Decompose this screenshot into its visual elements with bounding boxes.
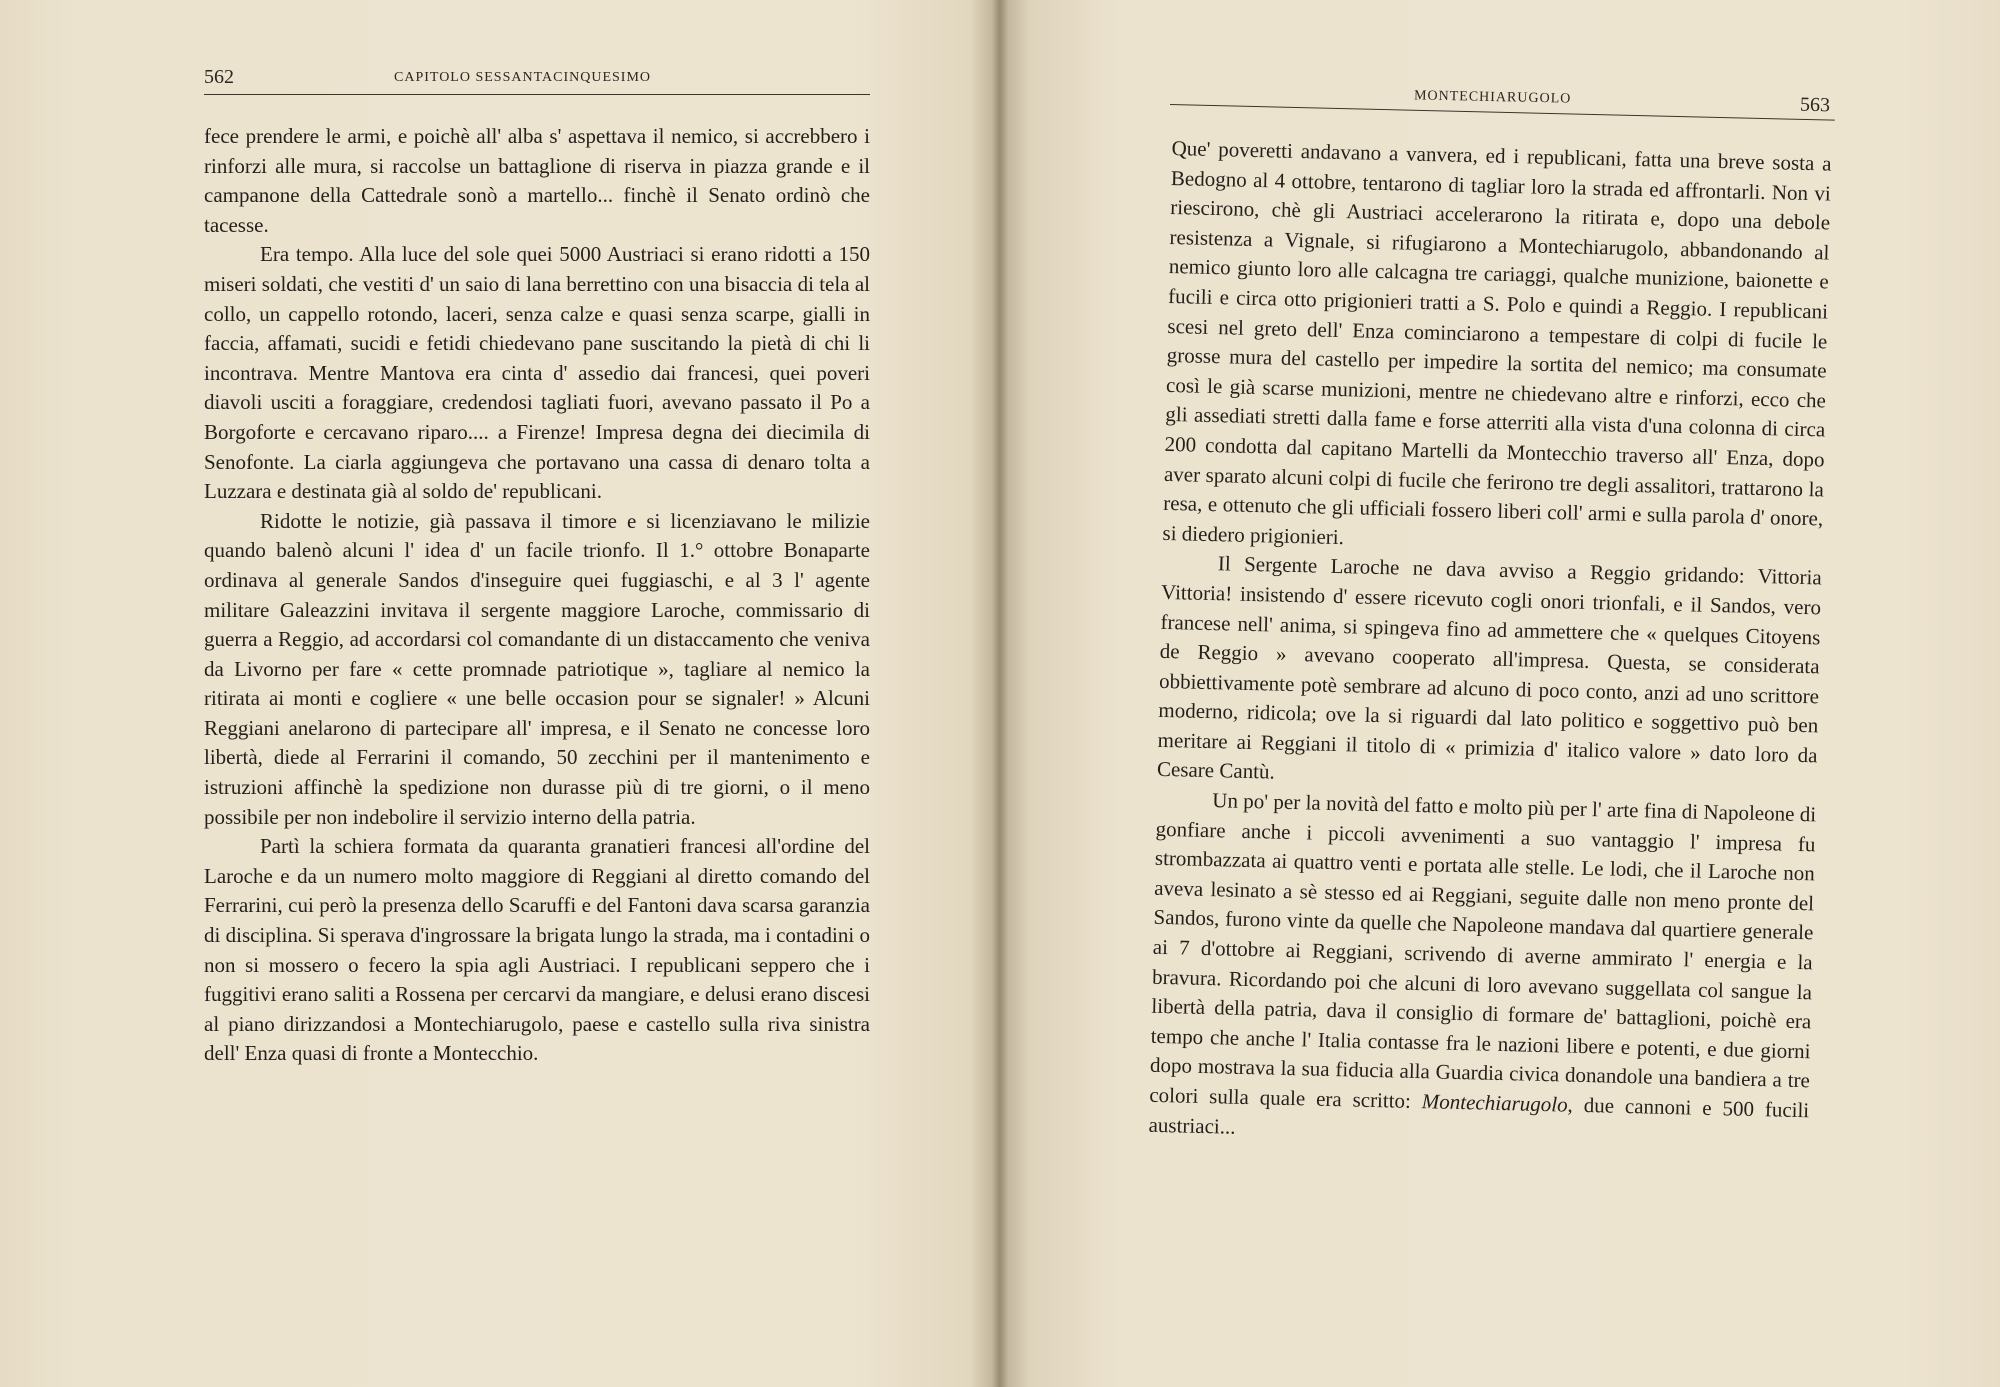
book-gutter bbox=[992, 0, 1008, 1387]
italic-place-name: Montechiarugolo bbox=[1421, 1089, 1568, 1117]
paragraph: fece prendere le armi, e poichè all' alba s' aspettava il nemico, si accrebbero i rinforzi alle mura, si raccolse un battaglione di riserva in piazza grande e il campanone della Cattedrale sonò a martello... finchè il Senato ordinò che tacesse. bbox=[204, 124, 870, 237]
paragraph-text: Un po' per la novità del fatto e molto più per l' arte fina di Napoleone di gonfiare anche i piccoli avvenimenti a suo vantaggio l' impresa fu strombazzata ai quattro venti e portata alle stelle. Le lodi, che il Laroche non aveva lesinato a sè stesso ed ai Reggiani, seguite dalle non meno pronte del Sandos, furono vinte da quelle che Napoleone mandava dal quartiere generale ai 7 d'ottobre ai Reggiani, scrivendo di averne ammirato l' energia e la bravura. Ricordando poi che alcuni di loro avevano suggellata col sangue la libertà della patria, dava il consiglio di formare de' battaglioni, poichè era tempo che anche l' Italia contasse fra le nazioni libere e potenti, e due giorni dopo mostrava la sua fiducia alla Guardia civica donandole una bandiera a tre colori sulla quale era scritto: bbox=[1149, 788, 1817, 1113]
left-page-number: 562 bbox=[204, 66, 234, 88]
right-page-number: 563 bbox=[1799, 93, 1831, 117]
left-running-head: CAPITOLO SESSANTACINQUESIMO bbox=[394, 70, 652, 85]
paragraph: Il Sergente Laroche ne dava avviso a Reggio gridando: Vittoria Vittoria! insistendo d' essere ricevuto cogli onori trionfali, e il Sandos, vero francese nell' anima, si spingeva fino ad ammettere che « quelques Citoyens de Reggio » avevano cooperato all'impresa. Questa, se considerata obbiettivamente potè sembrare ad alcuno di poco conto, anzi ad uno scrittore moderno, ridicola; ove la si riguardi dal lato politico e soggettivo può ben meritare ai Reggiani il titolo di « primizia d' italico valore » dato loro da Cesare Cantù. bbox=[1156, 551, 1823, 785]
right-page bbox=[1000, 0, 2000, 1387]
left-head-rule bbox=[204, 94, 870, 95]
paragraph: Ridotte le notizie, già passava il timore e si licenziavano le milizie quando balenò alcuni l' idea d' un facile trionfo. Il 1.° ottobre Bonaparte ordinava al generale Sandos d'inseguire quei fuggiaschi, e al 3 l' agente militare Galeazzini invitava il sergente maggiore Laroche, commissario di guerra a Reggio, ad accordarsi col comandante di un distaccamento che veniva da Livorno per fare « cette promnade patriotique », tagliare al nemico la ritirata ai monti e cogliere « une belle occasion pour se signaler! » Alcuni Reggiani anelarono di partecipare all' impresa, e il Senato ne concesse loro libertà, diede al Ferrarini il comando, 50 zecchini per il mantenimento e istruzioni affinchè la spedizione non durasse più di tre giorni, o il meno possibile per non indebolire il servizio interno della patria. bbox=[204, 508, 870, 829]
paragraph: Era tempo. Alla luce del sole quei 5000 Austriaci si erano ridotti a 150 miseri soldati, che vestiti d' un saio di lana berrettino con una bisaccia di tela al collo, un cappello rotondo, laceri, senza calze e quasi senza scarpe, gialli in faccia, affamati, sucidi e fetidi chiedevano pane suscitando la pietà di chi li incontrava. Mentre Mantova era cinta d' assedio dai francesi, quei poveri diavoli usciti a foraggiare, credendosi tagliati fuori, avevano passato il Po a Borgoforte e cercavano riparo.... a Firenze! Impresa degna dei diecimila di Senofonte. La ciarla aggiungeva che portavano una cassa di denaro tolta a Luzzara e destinata già al soldo de' republicani. bbox=[204, 242, 870, 504]
paragraph: Partì la schiera formata da quaranta granatieri francesi all'ordine del Laroche e da un numero molto maggiore di Reggiani al diretto comando del Ferrarini, cui però la presenza dello Scaruffi e del Fantoni dava scarsa garanzia di disciplina. Si sperava d'ingrossare la brigata lungo la strada, ma i contadini o non si mossero o fecero la spia agli Austriaci. I republicani seppero che i fuggitivi erano saliti a Rossena per cercarvi da mangiare, e delusi erano discesi al piano dirizzandosi a Montechiarugolo, paese e castello sulla riva sinistra dell' Enza quasi di fronte a Montecchio. bbox=[204, 834, 870, 1066]
right-body-text bbox=[1148, 134, 1832, 1155]
paragraph-ending: , due cannoni e 500 fucili austriaci... bbox=[1148, 1092, 1810, 1139]
right-running-head: MONTECHIARUGOLO bbox=[1413, 88, 1572, 107]
paragraph: Que' poveretti andavano a vanvera, ed i republicani, fatta una breve sosta a Bedogno al 4 ottobre, tentarono di tagliar loro la strada ed affrontarli. Non vi riescirono, chè gli Austriaci accelerarono la ritirata e, dopo una debole resistenza a Vignale, si rifugiarono a Montechiarugolo, abbandonando al nemico giunto loro alle calcagna tre cariaggi, qualche munizione, baionette e fucili e circa otto prigionieri tratti a S. Polo e quindi a Reggio. I republicani scesi nel greto dell' Enza cominciarono a tempestare di colpi di fucile le grosse mura del castello per impedire la sortita del nemico; ma consumate così le già scarse munizioni, mentre ne chiedevano altre e rinforzi, ecco che gli assediati stretti dalla fame e forse atterriti alla vista d'una colonna di circa 200 condotta dal capitano Martelli da Montecchio traverso all' Enza, dopo aver sparato alcuni colpi di fucile che ferirono tre degli assalitori, trattarono la resa, e ottenuto che gli ufficiali fossero liberi coll' armi e sulla parola d' onore, si diedero prigionieri. bbox=[1162, 135, 1832, 549]
paragraph bbox=[1148, 785, 1816, 1156]
left-body-text bbox=[204, 122, 870, 1069]
right-head-rule bbox=[1170, 104, 1835, 121]
